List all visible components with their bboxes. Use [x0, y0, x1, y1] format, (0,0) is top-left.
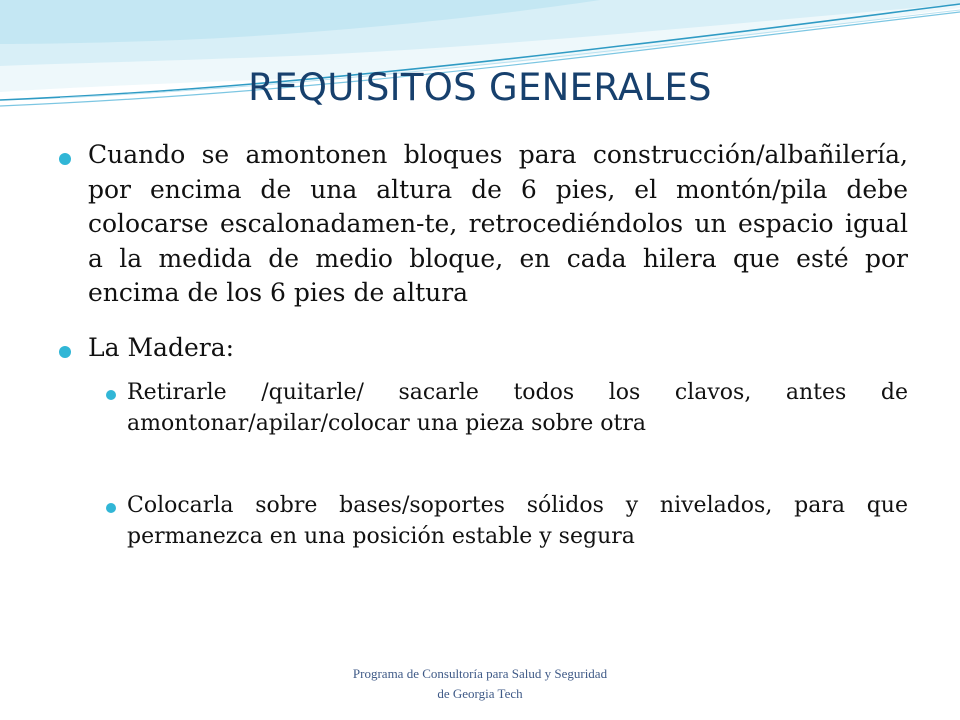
sub-bullet-dot-icon [106, 503, 116, 513]
bullet-item [56, 331, 908, 366]
bullet-item [56, 138, 908, 311]
footer-line: de Georgia Tech [437, 686, 523, 701]
sub-bullet-item [56, 378, 908, 439]
slide-title: REQUISITOS GENERALES [248, 66, 712, 109]
sub-bullet-text: Colocarla sobre bases/soportes sólidos y nivelados, para que permanezca en una posición estable y segura [127, 493, 908, 549]
bullet-dot-icon [59, 346, 71, 358]
sub-bullet-text: Retirarle /quitarle/ sacarle todos los clavos, antes de amontonar/apilar/colocar una pieza sobre otra [127, 380, 908, 436]
sub-bullet-item [56, 491, 908, 552]
slide-body [56, 138, 908, 552]
slide-footer [290, 664, 670, 704]
footer-line: Programa de Consultoría para Salud y Seguridad [352, 666, 608, 681]
bullet-dot-icon [59, 153, 71, 165]
bullet-text: Cuando se amontonen bloques para construcción/albañilería, por encima de una altura de 6 pies, el montón/pila debe colocarse escalonadamen-te, retrocediéndolos un espacio igual a la medida de medio bloque, en cada hilera que esté por encima de los 6 pies de altura [88, 140, 908, 307]
bullet-text: La Madera: [88, 332, 235, 362]
sub-bullet-dot-icon [106, 390, 116, 400]
